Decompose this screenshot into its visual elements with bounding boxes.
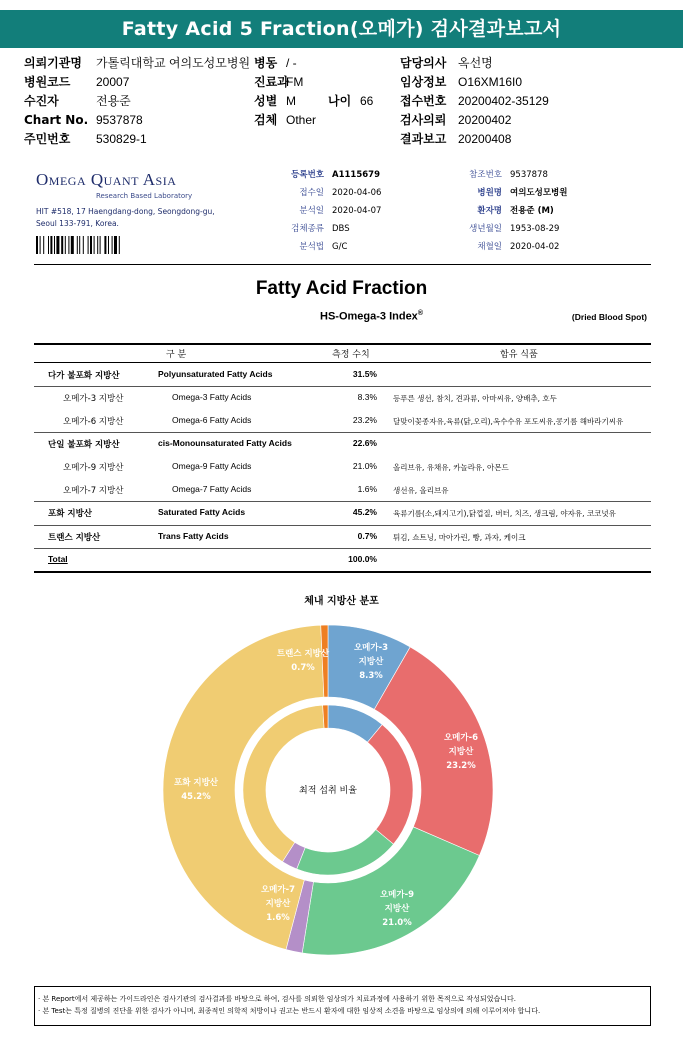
barcode-bar	[77, 236, 78, 254]
disclaimer-line2: · 본 Test는 특정 질병의 진단을 위한 검사가 아니며, 최종적인 의학적 처방이나 권고는 반드시 환자에 대한 임상적 소견을 바탕으로 임상의에 의해 이루어져야 합니다.	[38, 1007, 541, 1015]
total-label: Total	[48, 554, 68, 564]
table-row	[36, 502, 651, 525]
slice-label-2: 지방산	[384, 904, 410, 914]
total-value: 100.0%	[348, 554, 377, 564]
specimen-value: Other	[286, 113, 317, 127]
barcode-bar	[54, 236, 55, 254]
slice-label-1: 지방산	[448, 747, 474, 757]
rrn-label: 주민번호	[24, 132, 71, 146]
row-percent: 23.2%	[352, 415, 377, 425]
slice-label-4: 포화 지방산	[173, 778, 219, 788]
slice-label-0: 8.3%	[359, 671, 383, 681]
slice-label-3: 1.6%	[266, 913, 290, 923]
hospital-code-value: 20007	[96, 75, 130, 89]
hs-omega-title-text: HS-Omega-3 Index	[320, 310, 418, 323]
institution-value: 가톨릭대학교 여의도성모병원	[96, 56, 251, 70]
row-rule	[34, 386, 651, 387]
registered-mark: ®	[417, 310, 423, 317]
fatty-acid-donut-chart	[0, 600, 683, 980]
barcode-bar	[50, 236, 52, 254]
barcode-bar	[40, 236, 41, 254]
col-food-header: 함유 식품	[500, 350, 538, 360]
dob-label: 생년월일	[469, 224, 502, 234]
barcode-bar	[112, 236, 113, 254]
disclaimer-line1: · 본 Report에서 제공하는 가이드라인은 검사기관의 검사결과를 바탕으로 하여, 검사를 의뢰한 임상의가 치료과정에 사용하기 위한 목적으로 작성되었습니다.	[38, 995, 516, 1003]
barcode-bar	[100, 236, 101, 254]
row-korean-name: 오메가-6 지방산	[63, 417, 124, 427]
lab-address-line2: Seoul 133-791, Korea.	[36, 219, 119, 228]
table-row	[36, 387, 651, 410]
barcode-bar	[71, 236, 74, 254]
collected-label: 채혈일	[477, 242, 502, 252]
dept-label: 진료과	[254, 75, 289, 89]
slice-label-2: 21.0%	[382, 918, 412, 928]
patient-name-value: 전용준 (M)	[510, 206, 554, 216]
patient-info	[24, 54, 664, 154]
registration-right	[440, 166, 650, 256]
slice-label-1: 23.2%	[446, 761, 476, 771]
chart-no-label: Chart No.	[24, 113, 89, 127]
row-rule	[34, 525, 651, 526]
row-rule	[34, 432, 651, 433]
lab-tagline: Research Based Laboratory	[96, 192, 193, 200]
reg-no-value: A1115679	[332, 170, 380, 180]
col-category-header: 구 분	[166, 350, 187, 360]
barcode-bar	[61, 236, 63, 254]
hs-omega-title	[320, 310, 423, 323]
clinical-label: 임상정보	[400, 75, 447, 89]
row-korean-name: 다가 불포화 지방산	[48, 371, 120, 381]
row-english-name: Saturated Fatty Acids	[158, 507, 246, 517]
patient-value: 전용준	[96, 94, 131, 108]
row-foods: 등푸른 생선, 참치, 견과류, 아마씨유, 양배추, 호두	[393, 394, 557, 403]
row-foods: 올리브유, 유채유, 카놀라유, 아몬드	[393, 463, 509, 472]
row-foods: 육류기름(소,돼지고기),닭껍질, 버터, 치즈, 생크림, 야자유, 코코넛유	[393, 509, 616, 518]
table-row	[36, 549, 651, 572]
slice-label-3: 지방산	[265, 899, 291, 909]
barcode-bar	[97, 236, 98, 254]
hospital-code-label: 병원코드	[24, 75, 71, 89]
row-korean-name: 포화 지방산	[48, 509, 93, 519]
row-english-name: Omega-9 Fatty Acids	[172, 461, 252, 471]
table-row	[36, 456, 651, 479]
institution-label: 의뢰기관명	[24, 56, 82, 70]
row-percent: 21.0%	[352, 461, 377, 471]
barcode-bar	[114, 236, 117, 254]
barcode-bar	[90, 236, 92, 254]
center-label: 최적 섭취 비율	[299, 786, 357, 796]
row-rule	[34, 501, 651, 502]
row-english-name: cis-Monounsaturated Fatty Acids	[158, 438, 292, 448]
col-value-header: 측정 수치	[332, 350, 370, 360]
fatty-acid-title: Fatty Acid Fraction	[255, 278, 428, 299]
row-english-name: Trans Fatty Acids	[158, 531, 229, 541]
age-value: 66	[360, 94, 374, 108]
barcode-bar	[104, 236, 106, 254]
row-english-name: Polyunsaturated Fatty Acids	[158, 369, 273, 379]
barcode-bar	[88, 236, 89, 254]
dob-value: 1953-08-29	[510, 224, 560, 234]
row-korean-name: 단일 불포화 지방산	[48, 440, 120, 450]
barcode-bar	[68, 236, 69, 254]
doctor-value: 옥선명	[458, 56, 493, 70]
hospital-name-label: 병원명	[477, 188, 502, 198]
request-label: 검사의뢰	[400, 113, 447, 127]
sex-value: M	[286, 94, 296, 108]
ward-value: / -	[286, 56, 297, 70]
slice-label-0: 지방산	[358, 657, 384, 667]
disclaimer-box	[34, 986, 651, 1026]
row-korean-name: 오메가-7 지방산	[63, 486, 124, 496]
slice-label-5: 트랜스 지방산	[276, 649, 330, 659]
chart-no-value: 9537878	[96, 113, 143, 127]
sample-type: (Dried Blood Spot)	[571, 312, 647, 322]
method-value: G/C	[332, 242, 348, 252]
table-row	[36, 433, 651, 456]
table-bottom-rule	[34, 571, 651, 573]
ref-no-label: 참조번호	[469, 170, 502, 180]
report-date-value: 20200408	[458, 132, 512, 146]
patient-label: 수진자	[24, 94, 59, 108]
sex-label: 성별	[254, 94, 278, 108]
row-percent: 22.6%	[352, 438, 377, 448]
row-english-name: Omega-3 Fatty Acids	[172, 392, 252, 402]
patient-name-label: 환자명	[477, 206, 502, 216]
report-title: Fatty Acid 5 Fraction(오메가) 검사결과보고서	[0, 10, 683, 48]
row-foods: 달맞이꽃종자유,육류(닭,오리),옥수수유 포도씨유,콩기름 해바라기씨유	[393, 417, 624, 426]
row-english-name: Omega-6 Fatty Acids	[172, 415, 252, 425]
rrn-value: 530829-1	[96, 132, 147, 146]
chart-title: 체내 지방산 분포	[304, 596, 379, 607]
method-label: 분석법	[299, 242, 324, 252]
ward-label: 병동	[254, 56, 278, 70]
analyzed-label: 분석일	[299, 206, 324, 216]
analyzed-value: 2020-04-07	[332, 206, 382, 216]
doctor-label: 담당의사	[400, 56, 447, 70]
barcode-bar	[65, 236, 66, 254]
receipt-label: 접수번호	[400, 94, 447, 108]
received-label: 접수일	[299, 188, 324, 198]
age-label: 나이	[328, 94, 352, 108]
request-value: 20200402	[458, 113, 512, 127]
row-percent: 1.6%	[357, 484, 377, 494]
specimen-type-label: 검체종류	[291, 224, 324, 234]
table-row	[36, 410, 651, 433]
slice-label-1: 오메가-6	[443, 733, 479, 743]
barcode-bar	[108, 236, 109, 254]
ref-no-value: 9537878	[510, 170, 548, 180]
row-korean-name: 오메가-3 지방산	[63, 394, 124, 404]
table-row	[36, 526, 651, 549]
lab-logo	[36, 170, 193, 200]
hospital-name-value: 여의도성모병원	[510, 188, 568, 198]
row-foods: 생선유, 올리브유	[393, 486, 449, 495]
received-value: 2020-04-06	[332, 188, 382, 198]
barcode-bar	[56, 236, 59, 254]
slice-label-5: 0.7%	[291, 663, 315, 673]
row-percent: 45.2%	[352, 507, 377, 517]
reg-no-label: 등록번호	[291, 170, 324, 180]
slice-label-0: 오메가-3	[353, 643, 389, 653]
slice-label-3: 오메가-7	[260, 885, 296, 895]
lab-address	[36, 206, 215, 230]
specimen-type-value: DBS	[332, 224, 350, 234]
row-english-name: Omega-7 Fatty Acids	[172, 484, 252, 494]
row-percent: 31.5%	[352, 369, 377, 379]
divider	[34, 264, 651, 265]
barcode-bar	[36, 236, 38, 254]
barcode-bar	[83, 236, 84, 254]
slice-label-2: 오메가-9	[379, 890, 415, 900]
barcode-bar	[119, 236, 120, 254]
row-korean-name: 트랜스 지방산	[48, 533, 101, 543]
table-row	[36, 479, 651, 502]
receipt-value: 20200402-35129	[458, 94, 549, 108]
table-header-rule	[34, 362, 651, 363]
barcode-bar	[43, 236, 44, 254]
specimen-label: 검체	[254, 113, 278, 127]
table-row	[36, 364, 651, 387]
row-rule	[34, 548, 651, 549]
report-date-label: 결과보고	[400, 132, 447, 146]
clinical-value: O16XM16I0	[458, 75, 523, 89]
barcode-bar	[48, 236, 49, 254]
table-top-rule	[34, 343, 651, 345]
registration-left	[262, 166, 432, 256]
lab-logo-text: Omega Quant Asia	[36, 170, 177, 189]
dept-value: FM	[286, 75, 304, 89]
row-percent: 0.7%	[357, 531, 377, 541]
collected-value: 2020-04-02	[510, 242, 560, 252]
inner-slice-1	[368, 725, 413, 845]
barcode	[36, 236, 156, 254]
row-percent: 8.3%	[357, 392, 377, 402]
barcode-bar	[94, 236, 95, 254]
slice-label-4: 45.2%	[181, 792, 211, 802]
row-korean-name: 오메가-9 지방산	[63, 463, 124, 473]
lab-address-line1: HIT #518, 17 Haengdang-dong, Seongdong-gu,	[36, 207, 215, 216]
barcode-bar	[79, 236, 80, 254]
row-foods: 튀김, 쇼트닝, 마아가린, 빵, 과자, 케이크	[393, 533, 526, 542]
